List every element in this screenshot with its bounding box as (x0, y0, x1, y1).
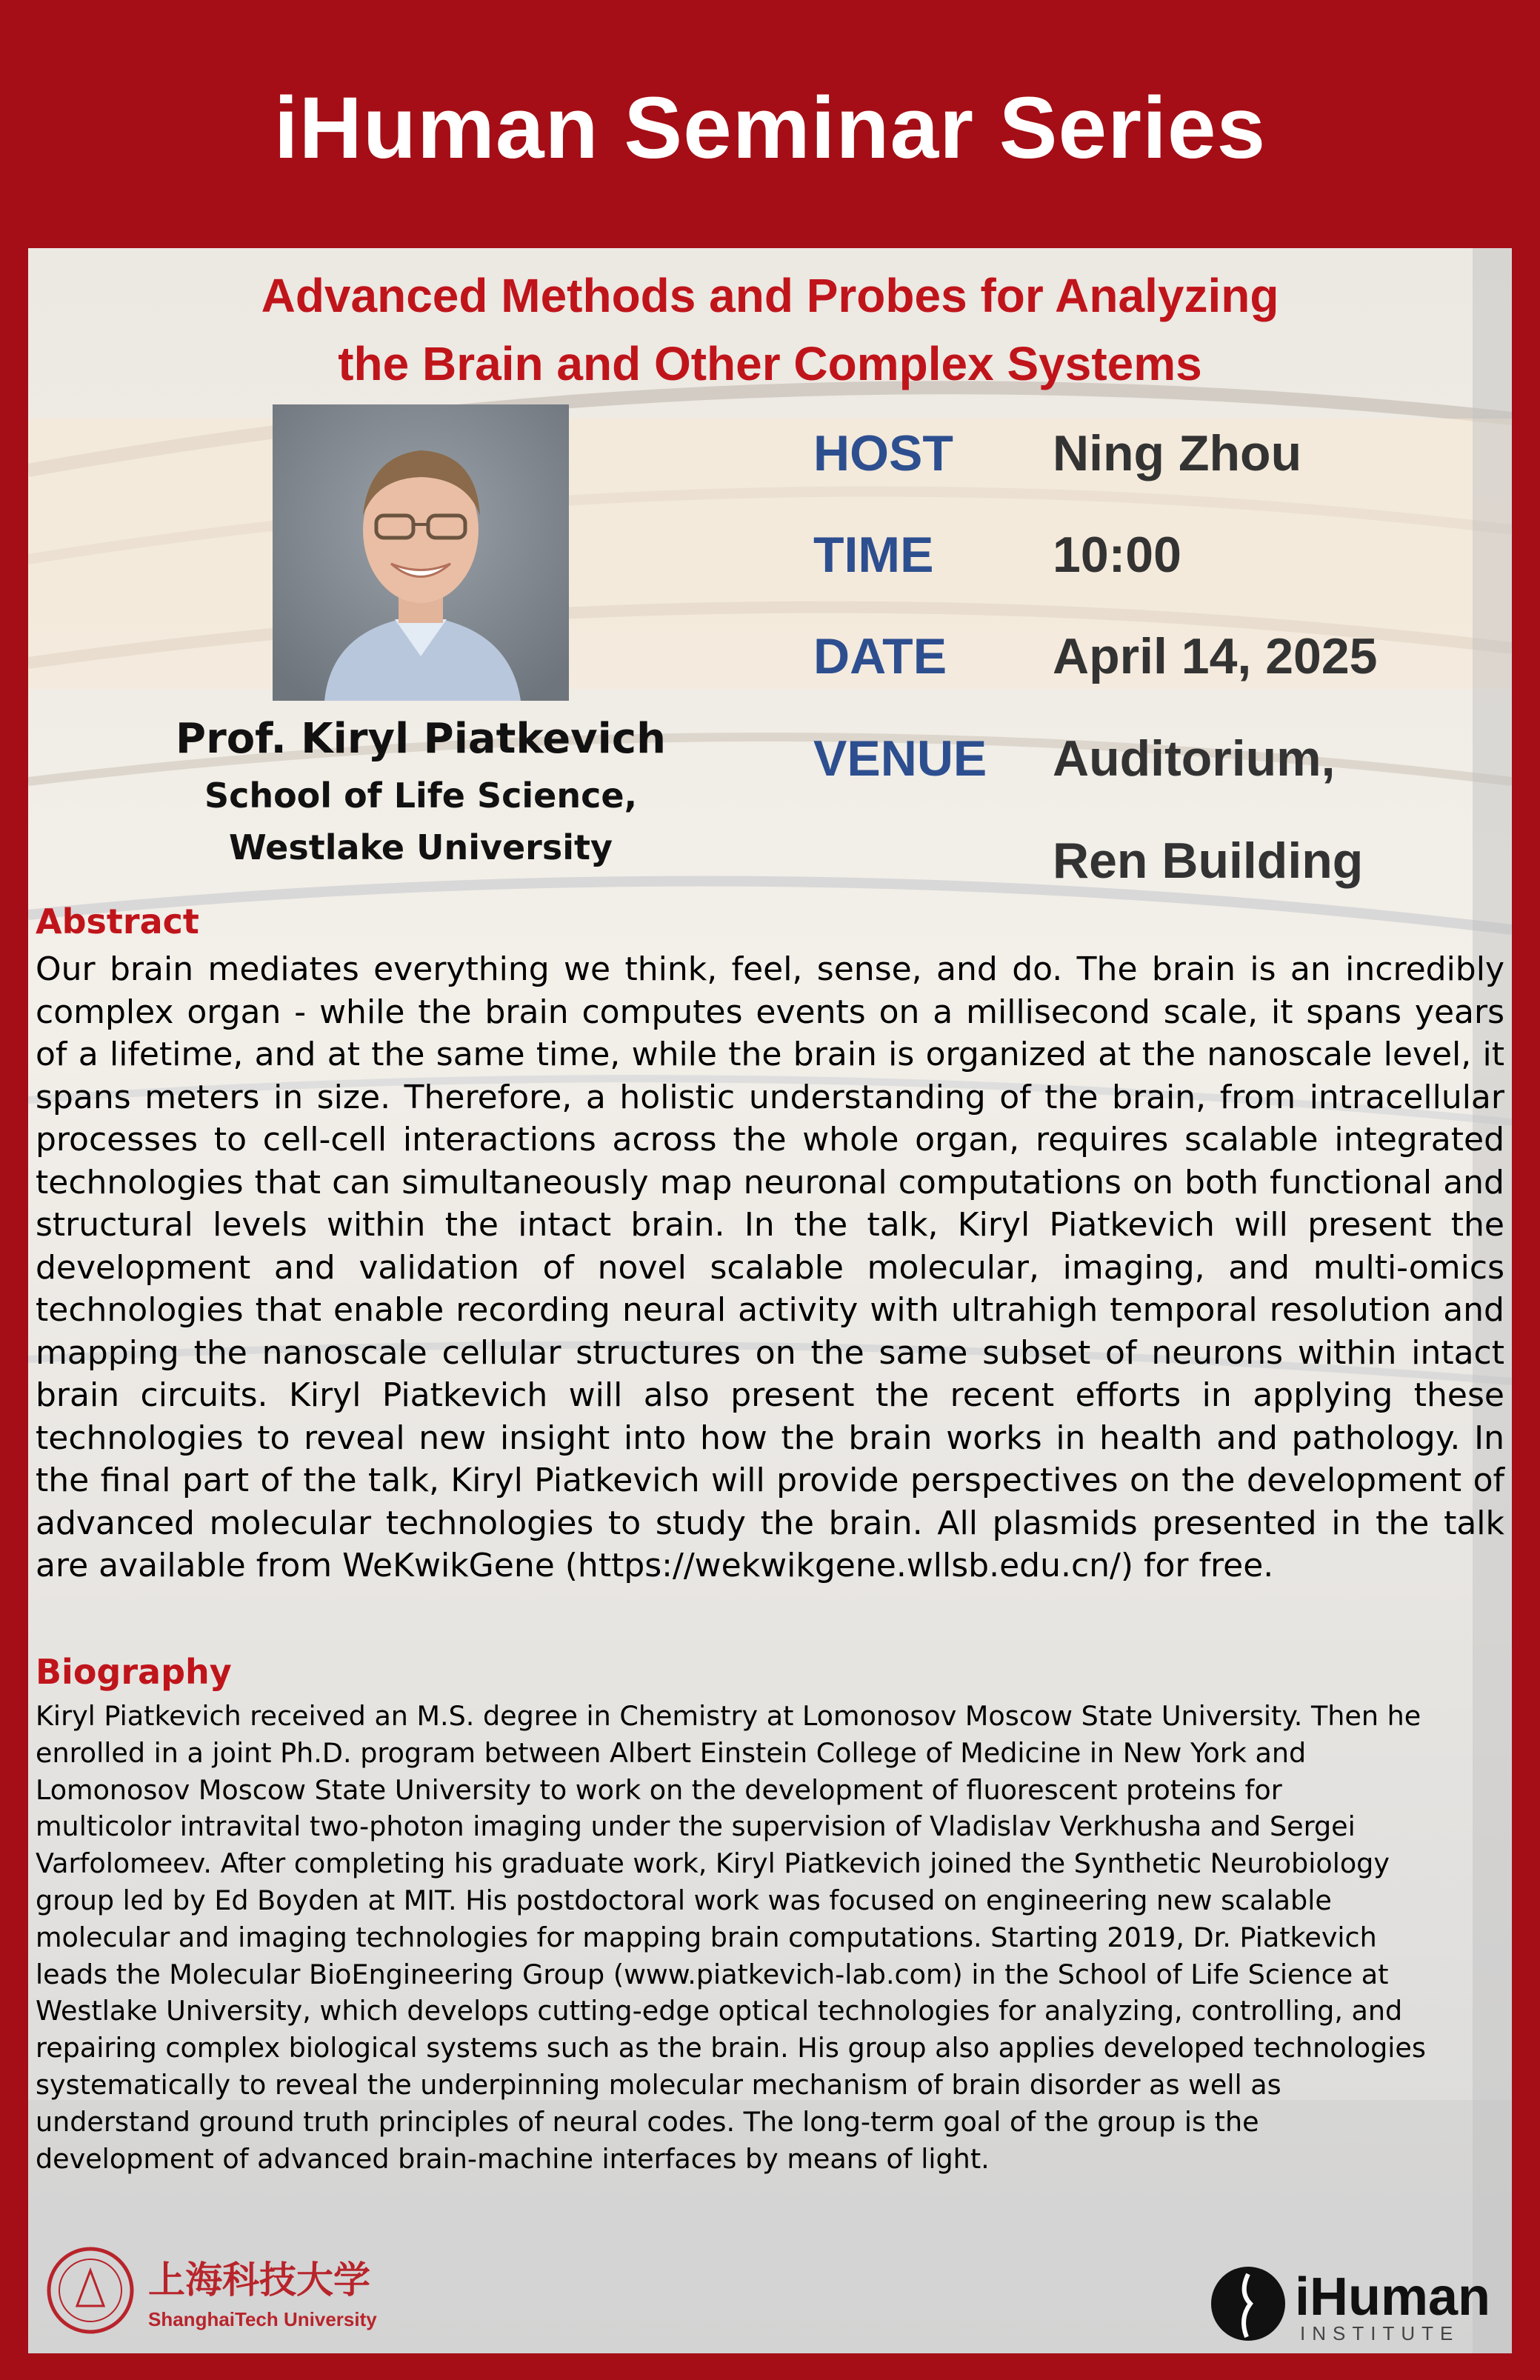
speaker-affiliation-line2: Westlake University (229, 827, 613, 867)
biography-line: systematically to reveal the underpinning molecular mechanism of brain disorder as well as (36, 2068, 1281, 2101)
talk-title-line2: the Brain and Other Complex Systems (338, 337, 1202, 390)
shanghaitech-logo (44, 2241, 393, 2341)
biography-line: molecular and imaging technologies for mapping brain computations. Starting 2019, Dr. Piatkevich (36, 1921, 1377, 1953)
ihuman-logo-name: iHuman (1295, 2267, 1491, 2327)
biography-line: Lomonosov Moscow State University to work on the development of fluorescent proteins for (36, 1773, 1282, 1806)
shanghaitech-english-name: ShanghaiTech University (148, 2308, 377, 2330)
time-value: 10:00 (1053, 527, 1181, 583)
biography-line: leads the Molecular BioEngineering Group (www.piatkevich-lab.com) in the School of Life Science at (36, 1958, 1389, 1990)
biography-line: repairing complex biological systems such as the brain. His group also applies developed technologies (36, 2032, 1426, 2064)
biography-line: Varfolomeev. After completing his graduate work, Kiryl Piatkevich joined the Synthetic Neurobiology (36, 1847, 1390, 1880)
banner-title: iHuman Seminar Series (273, 79, 1267, 177)
date-label: DATE (813, 628, 947, 684)
content-panel (28, 248, 1512, 2353)
biography-line: enrolled in a joint Ph.D. program between Albert Einstein College of Medicine in New York and (36, 1736, 1307, 1769)
speaker-photo (273, 404, 569, 701)
venue-value-line2: Ren Building (1053, 833, 1364, 889)
ihuman-logo (1210, 2263, 1506, 2344)
abstract-heading: Abstract (36, 901, 199, 941)
speaker-name: Prof. Kiryl Piatkevich (176, 715, 666, 763)
time-label: TIME (813, 527, 934, 583)
host-value: Ning Zhou (1053, 425, 1302, 481)
shanghaitech-chinese-name: 上海科技大学 (148, 2259, 370, 2301)
venue-value-line1: Auditorium, (1053, 730, 1336, 787)
biography-line: Westlake University, which develops cutting-edge optical technologies for analyzing, controlling, and (36, 1995, 1403, 2027)
talk-title (28, 261, 1512, 398)
speaker-affiliation-line1: School of Life Science, (204, 776, 638, 816)
host-label: HOST (813, 425, 953, 481)
biography-line: development of advanced brain-machine interfaces by means of light. (36, 2142, 990, 2175)
biography-line: understand ground truth principles of neural codes. The long-term goal of the group is the (36, 2105, 1259, 2138)
biography-heading: Biography (36, 1652, 232, 1692)
biography-line: multicolor intravital two-photon imaging under the supervision of Vladislav Verkhusha and Sergei (36, 1810, 1356, 1843)
talk-title-line1: Advanced Methods and Probes for Analyzing (261, 269, 1279, 322)
biography-text (36, 1698, 1506, 2177)
abstract-text: Our brain mediates everything we think, feel, sense, and do. The brain is an incredibly complex organ - while the brain computes events on a millisecond scale, it spans years of a lifetime, and at the same time, while the brain is organized at the nanoscale level, it spans meters in size. Therefore, a holistic understanding of the brain, from intracellular processes to cell-cell interactions across the whole organ, requires scalable integrated technologies that can simultaneously map neuronal computations on both functional and structural levels within the intact brain. In the talk, Kiryl Piatkevich will present the development and validation of novel scalable molecular, imaging, and multi-omics technologies that enable recording neural activity with ultrahigh temporal resolution and mapping the nanoscale cellular structures on the same subset of neurons within intact brain circuits. Kiryl Piatkevich will also present the recent efforts in applying these technologies to reveal new insight into how the brain works in health and pathology. In the final part of the talk, Kiryl Piatkevich will provide perspectives on the development of advanced molecular technologies to study the brain. All plasmids presented in the talk are available from WeKwikGene (https://wekwikgene.wllsb.edu.cn/) for free. (36, 950, 1504, 1584)
biography-line: group led by Ed Boyden at MIT. His postdoctoral work was focused on engineering new scalable (36, 1884, 1332, 1916)
date-value: April 14, 2025 (1053, 628, 1378, 684)
biography-line: Kiryl Piatkevich received an M.S. degree in Chemistry at Lomonosov Moscow State University. Then he (36, 1700, 1421, 1732)
ihuman-logo-subtitle: INSTITUTE (1300, 2322, 1460, 2344)
venue-label: VENUE (813, 730, 987, 787)
